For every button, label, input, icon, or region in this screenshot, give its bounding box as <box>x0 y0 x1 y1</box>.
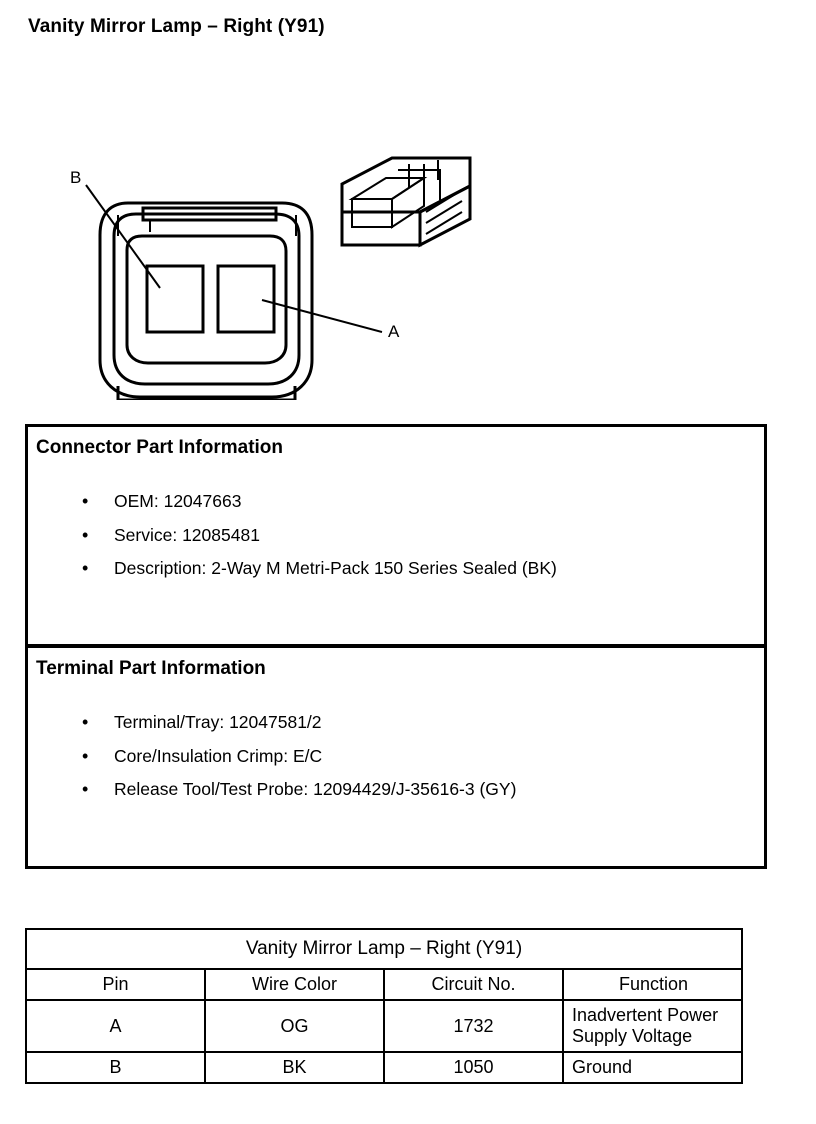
list-item: • Terminal/Tray: 12047581/2 <box>114 706 764 740</box>
table-header-row <box>26 969 742 1000</box>
table-row <box>26 1000 742 1052</box>
list-item: • Description: 2-Way M Metri-Pack 150 Series Sealed (BK) <box>114 552 764 586</box>
terminal-part-information-heading: Terminal Part Information <box>36 658 266 679</box>
terminal-part-information-box <box>25 646 767 869</box>
connector-part-information-heading: Connector Part Information <box>36 437 284 458</box>
cell-circuit-no: 1732 <box>384 1000 563 1052</box>
cell-circuit-no: 1050 <box>384 1052 563 1083</box>
list-item: • OEM: 12047663 <box>114 485 764 519</box>
callout-label-a: A <box>388 322 400 341</box>
pinout-table-title: Vanity Mirror Lamp – Right (Y91) <box>26 929 742 969</box>
column-header-wire-color: Wire Color <box>205 969 384 1000</box>
connector-illustration <box>0 60 816 400</box>
table-title-row <box>26 929 742 969</box>
connector-diagram <box>0 60 816 400</box>
cell-function: Inadvertent Power Supply Voltage <box>563 1000 742 1052</box>
cell-pin: A <box>26 1000 205 1052</box>
cell-wire-color: OG <box>205 1000 384 1052</box>
column-header-pin: Pin <box>26 969 205 1000</box>
terminal-part-information-list <box>28 706 764 807</box>
callout-label-b: B <box>70 168 82 187</box>
cell-function: Ground <box>563 1052 742 1083</box>
column-header-circuit-no: Circuit No. <box>384 969 563 1000</box>
page-title: Vanity Mirror Lamp – Right (Y91) <box>28 16 325 37</box>
table-row <box>26 1052 742 1083</box>
cell-pin: B <box>26 1052 205 1083</box>
connector-part-information-box <box>25 424 767 646</box>
list-item: • Service: 12085481 <box>114 519 764 553</box>
connector-part-information-list <box>28 485 764 586</box>
list-item: • Core/Insulation Crimp: E/C <box>114 740 764 774</box>
cell-wire-color: BK <box>205 1052 384 1083</box>
list-item: • Release Tool/Test Probe: 12094429/J-35616-3 (GY) <box>114 773 764 807</box>
column-header-function: Function <box>563 969 742 1000</box>
pinout-table <box>25 928 743 1084</box>
